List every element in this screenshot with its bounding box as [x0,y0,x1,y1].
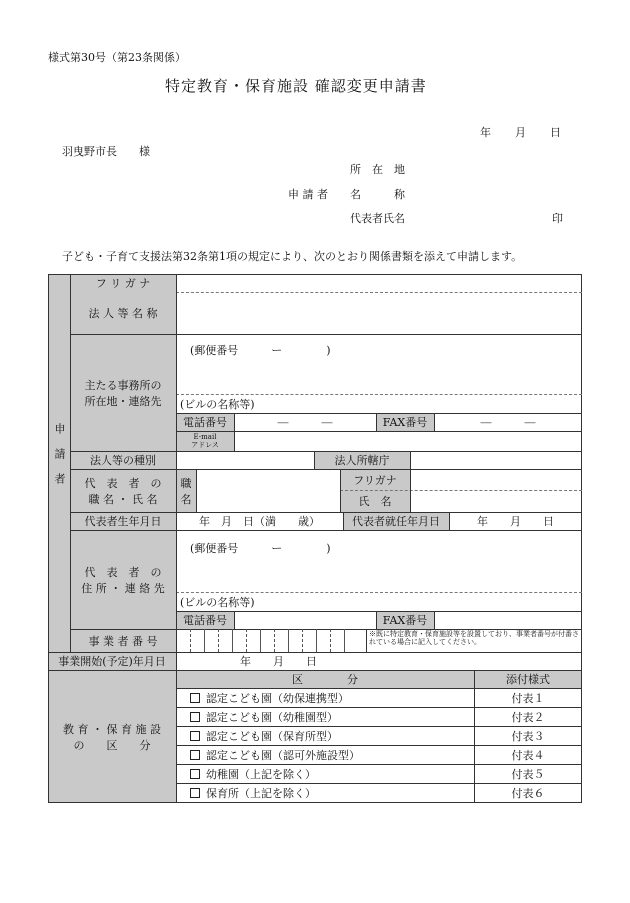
facility-option-label: 認定こども園（幼稚園型） [206,710,338,724]
attached-form: 付表３ [511,729,545,743]
biz-number-note: ※既に特定教育・保育施設等を設置しており、事業者番号が付番されている場合に記入してください。 [369,630,579,646]
attached-form: 付表５ [511,767,545,781]
job-title-label-2: 名 [180,492,192,506]
job-title-label-1: 職 [180,476,192,490]
applicant-label: 申 請 者 [288,188,328,201]
office-label-line2: 所在地・連絡先 [84,394,162,408]
office-label [70,334,176,451]
facility-category-label-1: 教 育 ・ 保 育 施 設 [63,722,161,736]
rep-appointed-label: 代表者就任年月日 [352,515,440,528]
checkbox[interactable] [190,769,200,779]
rep-name-label-line1: 代 表 者 の [84,476,162,490]
tel-input[interactable]: ― ― [277,416,333,429]
facility-option-label: 認定こども園（幼保連携型） [206,691,349,705]
email-label [176,431,234,451]
corp-name-label: 法 人 等 名 称 [88,307,158,320]
checkbox[interactable] [190,693,200,703]
job-title-label [176,469,196,512]
kubun-header: 区 分 [292,673,358,686]
office-label-line1: 主たる事務所の [84,378,162,392]
attached-form-header: 添付様式 [506,673,550,686]
rep-birth-label: 代表者生年月日 [84,515,162,528]
jurisdiction-label: 法人所轄庁 [334,454,390,467]
start-date-value[interactable]: 年 月 日 [240,655,317,668]
furigana2-label: フリガナ [353,473,397,487]
building-name-field[interactable]: (ビルの名称等) [180,398,255,411]
attached-form: 付表１ [511,691,545,705]
fax-label: FAX番号 [382,416,428,429]
facility-option-label: 保育所（上記を除く） [206,787,316,800]
furigana-label: フ リ ガ ナ [95,277,151,290]
fax-input[interactable]: ― ― [480,416,536,429]
facility-option[interactable] [190,726,338,745]
postal-code-field[interactable]: (郵便番号 ー ) [190,344,331,357]
shimei-label: 氏 名 [358,495,392,508]
rep-address-label-line2: 住 所 ・ 連 絡 先 [81,581,165,595]
rep-building-field[interactable]: (ビルの名称等) [180,596,255,609]
checkbox[interactable] [190,731,200,741]
tel-label: 電話番号 [183,416,227,429]
corp-type-label: 法人等の種別 [90,454,156,467]
attached-form: 付表２ [511,710,545,724]
date-month: 月 [515,126,526,139]
attached-form: 付表６ [511,787,545,800]
addressee: 羽曳野市長 様 [62,145,150,158]
rep-name-label-line2: 職 名 ・ 氏 名 [88,492,158,506]
form-number: 様式第30号（第23条関係） [48,51,186,64]
biz-number-label: 事 業 者 番 号 [88,634,158,648]
start-date-label: 事業開始(予定)年月日 [58,655,166,668]
email-label-line2: アドレス [191,441,219,449]
rep-birth-value[interactable]: 年 月 日（満 歳） [199,515,320,528]
rep-appointed-value[interactable]: 年 月 日 [477,515,554,528]
checkbox[interactable] [190,788,200,798]
facility-option[interactable] [190,783,316,803]
facility-option[interactable] [190,688,349,707]
facility-option[interactable] [190,764,316,783]
facility-option[interactable] [190,707,338,726]
applicant-side-label: 申請者 [53,422,66,498]
seal-mark: 印 [552,212,563,225]
email-label-line1: E-mail [193,433,217,441]
facility-category-label-2: の 区 分 [73,738,151,752]
facility-option-label: 認定こども園（認可外施設型） [206,748,360,762]
applicant-address-label: 所 在 地 [350,163,405,176]
attached-form: 付表４ [511,748,545,762]
rep-address-label-line1: 代 表 者 の [84,565,162,579]
facility-option[interactable] [190,745,360,764]
intro-text: 子ども・子育て支援法第32条第1項の規定により、次のとおり関係書類を添えて申請します。 [62,250,523,263]
checkbox[interactable] [190,712,200,722]
representative-label: 代表者氏名 [350,212,405,225]
facility-category-label [48,670,176,803]
rep-tel-label: 電話番号 [183,614,227,627]
rep-postal-field[interactable]: (郵便番号 ー ) [190,542,331,555]
rep-name-label [70,469,176,512]
checkbox[interactable] [190,750,200,760]
page-title: 特定教育・保育施設 確認変更申請書 [165,77,427,95]
facility-option-label: 幼稚園（上記を除く） [206,767,316,781]
rep-address-label [70,530,176,629]
facility-option-label: 認定こども園（保育所型） [206,729,338,743]
date-day: 日 [550,126,561,139]
applicant-name-label: 名 称 [350,188,405,201]
date-year: 年 [480,126,491,139]
rep-fax-label: FAX番号 [382,614,428,627]
